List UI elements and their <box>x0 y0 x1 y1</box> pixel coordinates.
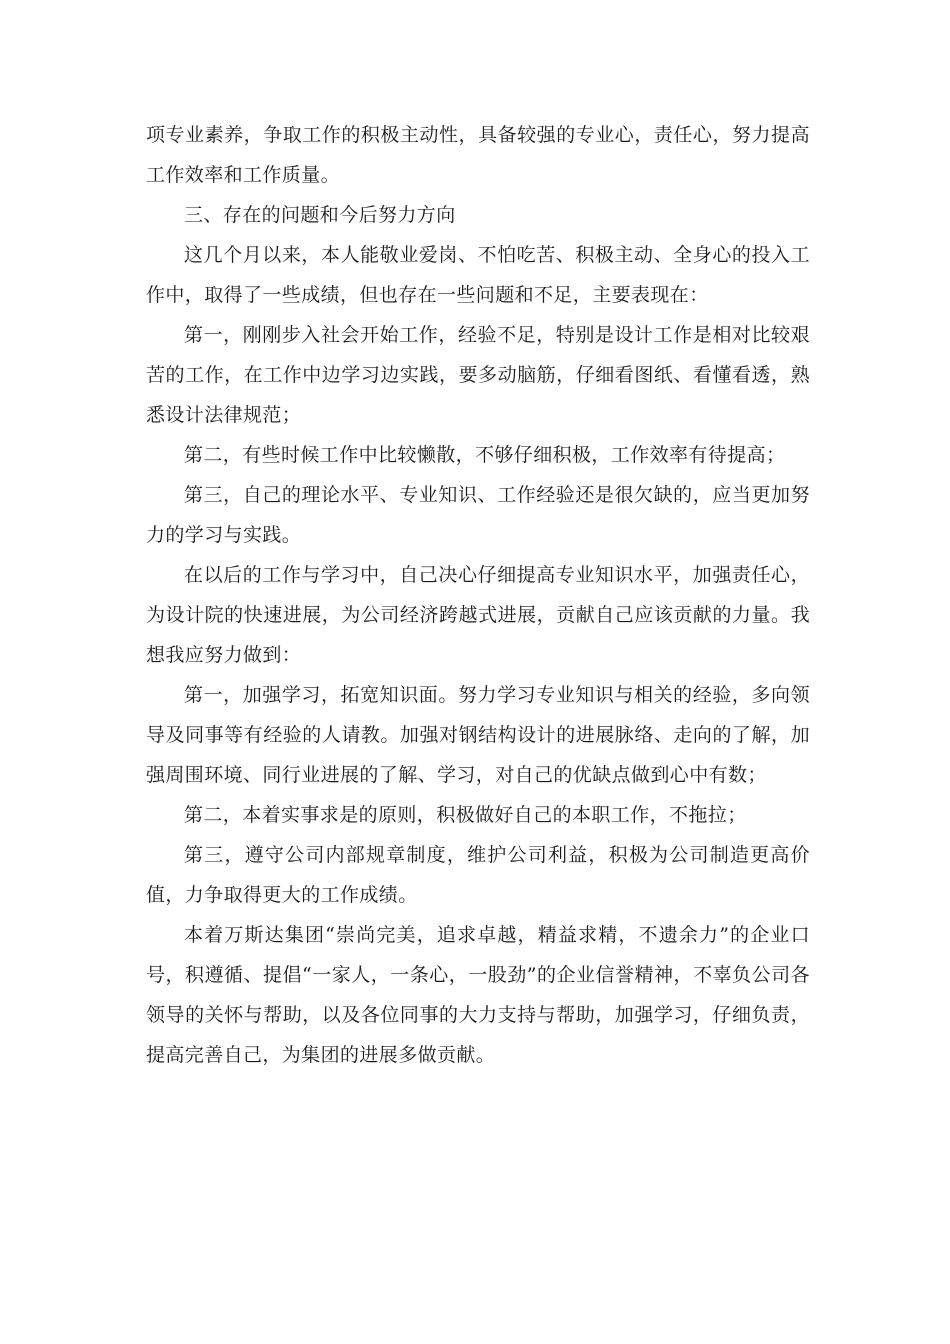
paragraph: 第二，本着实事求是的原则，积极做好自己的本职工作，不拖拉； <box>184 804 747 826</box>
paragraph-continuation: 项专业素养，争取工作的积极主动性，具备较强的专业心，责任心，努力提高工作效率和工作质量。 <box>146 124 810 186</box>
paragraph: 第一，刚刚步入社会开始工作，经验不足，特别是设计工作是相对比较艰苦的工作，在工作中边学习边实践，要多动脑筋，仔细看图纸、看懂看透，熟悉设计法律规范； <box>146 324 810 426</box>
paragraph: 本着万斯达集团“崇尚完美，追求卓越，精益求精，不遗余力”的企业口号，积遵循、提倡“一家人，一条心，一股劲”的企业信誉精神，不辜负公司各领导的关怀与帮助，以及各位同事的大力支持与帮助，加强学习，仔细负责，提高完善自己，为集团的进展多做贡献。 <box>146 924 810 1066</box>
paragraph: 第一，加强学习，拓宽知识面。努力学习专业知识与相关的经验，多向领导及同事等有经验的人请教。加强对钢结构设计的进展脉络、走向的了解，加强周围环境、同行业进展的了解、学习，对自己的优缺点做到心中有数； <box>146 684 810 786</box>
paragraph: 第三，遵守公司内部规章制度，维护公司利益，积极为公司制造更高价值，力争取得更大的工作成绩。 <box>146 844 810 906</box>
section-heading: 三、存在的问题和今后努力方向 <box>184 204 456 226</box>
paragraph: 第二，有些时候工作中比较懒散，不够仔细积极，工作效率有待提高； <box>184 444 786 466</box>
paragraph: 这几个月以来，本人能敬业爱岗、不怕吃苦、积极主动、全身心的投入工作中，取得了一些成绩，但也存在一些问题和不足，主要表现在： <box>146 244 810 306</box>
paragraph: 第三，自己的理论水平、专业知识、工作经验还是很欠缺的，应当更加努力的学习与实践。 <box>146 484 810 546</box>
document-body <box>146 115 810 1075</box>
paragraph: 在以后的工作与学习中，自己决心仔细提高专业知识水平，加强责任心，为设计院的快速进展，为公司经济跨越式进展，贡献自己应该贡献的力量。我想我应努力做到： <box>146 564 810 666</box>
